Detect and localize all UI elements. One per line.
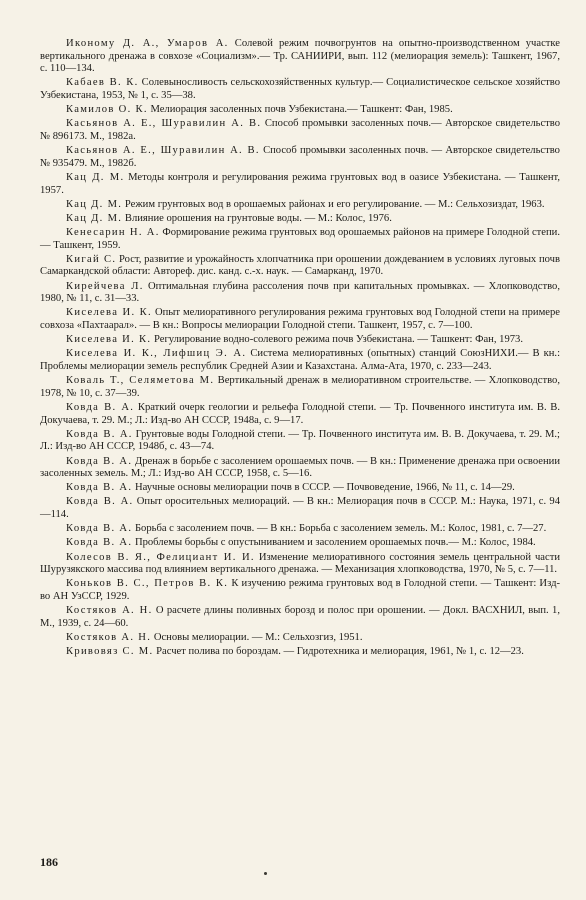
bibliography-entry [40,523,560,536]
entry-author: Костяков А. Н. [66,631,152,643]
entry-text: Режим грунтовых вод в орошаемых районах и его регулирование. — М.: Сельхозиздат, 1963. [124,198,545,210]
bibliography-list [40,38,560,659]
entry-text: Система мелиоративных (опытных) станций СоюзНИХИ.— В кн.: Проблемы мелиорации земель республик Средней Азии и Казахстана. Алма-Ата, 1970, с. 233—243. [40,348,561,372]
bibliography-entry [40,307,560,332]
entry-author: Кенесарин Н. А. [66,227,160,239]
entry-text: Влияние орошения на грунтовые воды. — М.: Колос, 1976. [124,212,392,224]
bibliography-entry [40,402,560,427]
entry-author: Кац Д. М. [66,171,125,183]
bibliography-entry [40,254,560,279]
entry-author: Кабаев В. К. [66,77,139,89]
bibliography-entry [40,77,560,102]
bibliography-entry [40,429,560,454]
entry-text: Борьба с засолением почв. — В кн.: Борьба с засолением земель. М.: Колос, 1981, с. 7—27. [134,523,547,535]
entry-author: Касьянов А. Е., Шуравилин А. В. [66,145,260,157]
entry-author: Ковда В. А. [66,455,133,467]
entry-text: Способ промывки засоленных почв. — Авторское свидетельство № 935479. М., 1982б. [40,145,560,169]
entry-text: Регулирование водно-солевого режима почв Узбекистана. — Ташкент: Фан, 1973. [154,334,523,346]
entry-text: Изменение мелиоративного состояния земель центральной части Шурузякского массива под влиянием вертикального дренажа. — Механизация хлопководства, 1970, № 5, с. 7—11. [40,551,560,576]
bibliography-entry [40,482,560,495]
entry-text: Краткий очерк геологии и рельефа Голодной степи. — Тр. Почвенного института им. В. В. Докучаева, т. 29. М.; Л.: Изд-во АН СССР, 1948а, с. 9—17. [40,401,560,426]
entry-author: Киселева И. К. [66,334,152,346]
print-speck [264,872,267,875]
entry-text: Рост, развитие и урожайность хлопчатника при орошении дождеванием в условиях луговых почв Самаркандской области: Автореф. дис. канд. с.-х. наук. — Самарканд, 1970. [40,253,560,278]
bibliography-entry [40,199,560,212]
entry-author: Иконому Д. А., Умаров А. [66,38,229,49]
bibliography-entry [40,375,560,400]
entry-text: Опыт мелиоративного регулирования режима грунтовых вод Голодной степи на примере совхоза «Пахтаарал». — В кн.: Вопросы мелиорации Голодной степи. Ташкент, 1957, с. 7—100. [40,307,560,331]
bibliography-entry [40,646,560,659]
bibliography-entry [40,118,560,143]
bibliography-entry [40,348,560,373]
bibliography-entry [40,605,560,630]
bibliography-entry [40,552,560,577]
entry-author: Кирейчева Л. [66,280,144,292]
entry-text: Способ промывки засоленных почв.— Авторское свидетельство № 896173. М., 1982а. [40,118,561,142]
entry-text: О расчете длины поливных борозд и полос при орошении. — Докл. ВАСХНИЛ, вып. 1, М., 1939, с. 24—60. [40,605,560,629]
entry-author: Кривовяз С. М. [66,646,154,658]
entry-author: Ковда В. А. [66,401,135,413]
entry-author: Камилов О. К. [66,104,148,116]
entry-text: Оптимальная глубина рассоления почв при капитальных промывках. — Хлопководство, 1980, № 11, с. 31—33. [40,280,560,305]
entry-text: Дренаж в борьбе с засолением орошаемых почв. — В кн.: Применение дренажа при освоении засоленных земель. М.; Л.: Изд-во АН СССР, 1958, с. 5—16. [40,455,560,480]
entry-text: Основы мелиорации. — М.: Сельхозгиз, 1951. [153,631,363,643]
entry-author: Ковда В. А. [66,428,133,440]
entry-author: Кац Д. М. [66,212,123,224]
bibliography-entry [40,456,560,481]
page-number: 186 [40,855,58,869]
bibliography-entry [40,213,560,226]
entry-author: Кац Д. М. [66,198,123,210]
bibliography-entry [40,227,560,252]
entry-text: К изучению режима грунтовых вод в Голодной степи. — Ташкент: Изд-во АН УзССР, 1929. [40,578,560,602]
bibliography-entry [40,281,560,306]
entry-text: Методы контроля и регулирования режима грунтовых вод в оазисе Узбекистана. — Ташкент, 1957. [40,171,561,196]
entry-author: Колесов В. Я., Фелициант И. И. [66,551,255,563]
entry-text: Солевой режим почвогрунтов на опытно-производственном участке вертикального дренажа в совхозе «Социализм».— Тр. САНИИРИ, вып. 112 (мелиорация земель): Ташкент, 1967, с. 110—134. [40,38,561,75]
entry-author: Киселева И. К. [66,307,152,319]
bibliography-entry [40,578,560,603]
entry-text: Формирование режима грунтовых вод орошаемых районов на примере Голодной степи. — Ташкент, 1959. [40,227,560,251]
entry-author: Ковда В. А. [66,482,133,494]
entry-text: Солевыносливость сельскохозяйственных культур.— Социалистическое сельское хозяйство Узбекистана, 1953, № 1, с. 35—38. [40,77,561,101]
entry-author: Ковда В. А. [66,496,134,508]
entry-author: Костяков А. Н. [66,605,153,617]
bibliography-entry [40,537,560,550]
bibliography-entry [40,496,560,521]
entry-author: Киселева И. К., Лифшиц Э. А. [66,348,247,360]
entry-author: Кигай С. [66,253,117,265]
bibliography-entry [40,104,560,117]
bibliography-entry [40,334,560,347]
entry-author: Коваль Т., Селяметова М. [66,375,215,387]
bibliography-entry [40,145,560,170]
bibliography-entry [40,172,560,197]
entry-text: Проблемы борьбы с опустыниванием и засолением орошаемых почв.— М.: Колос, 1984. [134,537,536,549]
bibliography-entry [40,38,560,76]
entry-text: Опыт оросительных мелиораций. — В кн.: Мелиорация почв в СССР. М.: Наука, 1971, с. 94—114. [40,496,560,521]
entry-text: Грунтовые воды Голодной степи. — Тр. Почвенного института им. В. В. Докучаева, т. 29. М.; Л.: Изд-во АН СССР, 1948б, с. 43—74. [40,428,560,453]
entry-author: Коньков В. С., Петров В. К. [66,578,229,590]
bibliography-entry [40,632,560,645]
entry-text: Мелиорация засоленных почв Узбекистана.— Ташкент: Фан, 1985. [150,104,453,116]
entry-author: Ковда В. А. [66,523,133,535]
entry-text: Расчет полива по бороздам. — Гидротехника и мелиорация, 1961, № 1, с. 12—23. [156,646,524,658]
entry-author: Касьянов А. Е., Шуравилин А. В. [66,118,262,130]
entry-text: Вертикальный дренаж в мелиоративном строительстве. — Хлопководство, 1978, № 10, с. 37—39. [40,375,561,399]
entry-text: Научные основы мелиорации почв в СССР. — Почвоведение, 1966, № 11, с. 14—29. [134,482,515,494]
entry-author: Ковда В. А. [66,537,133,549]
